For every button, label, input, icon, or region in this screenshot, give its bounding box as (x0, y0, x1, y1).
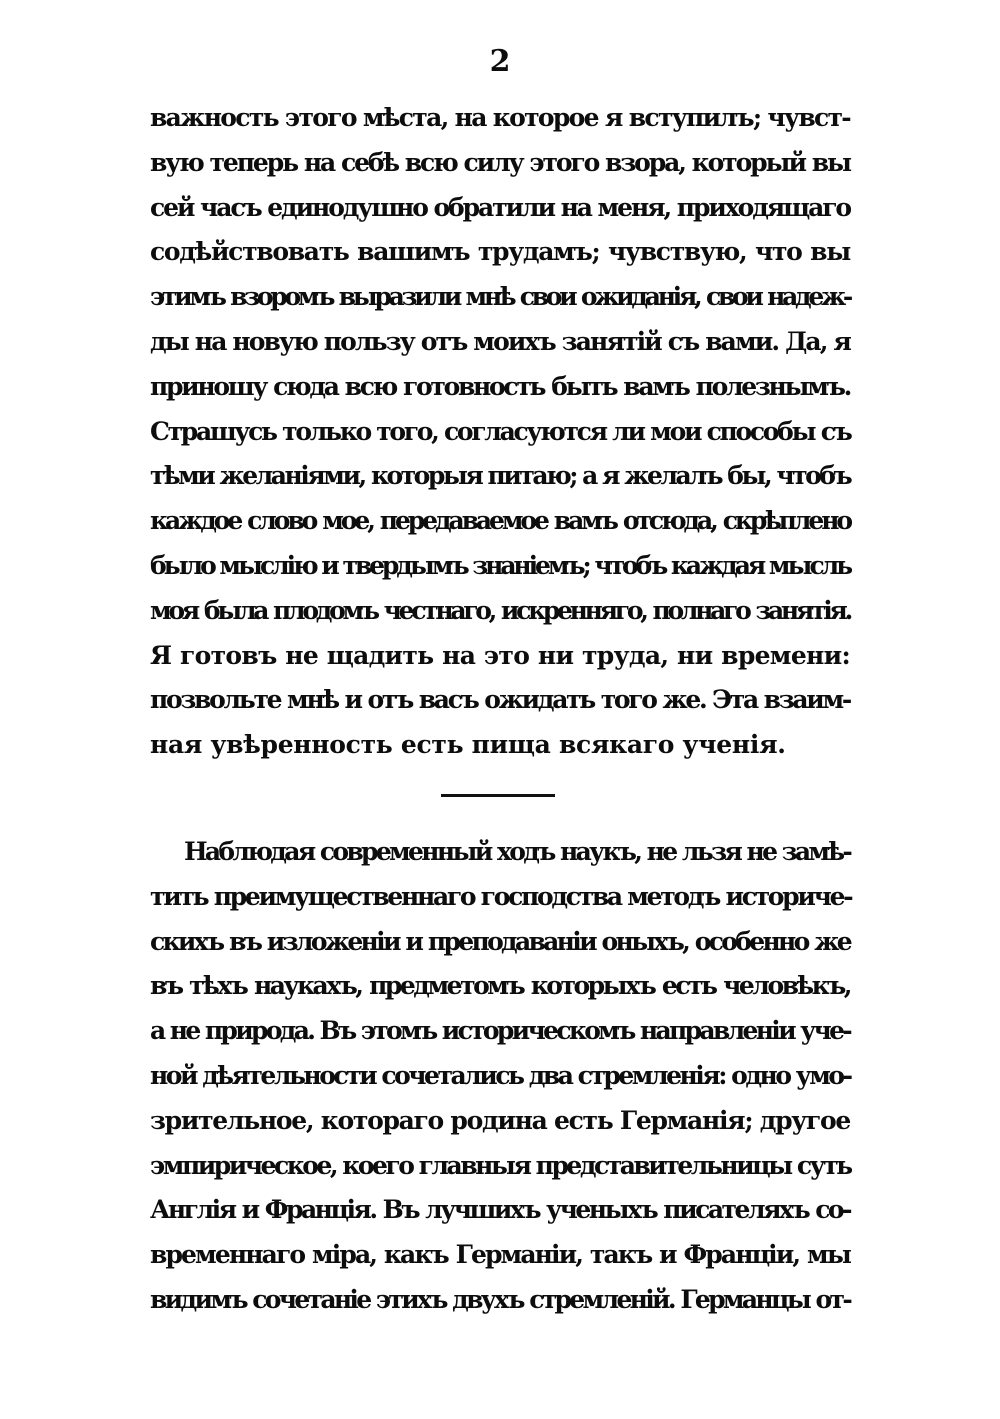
text-line: содѣйствовать вашимъ трудамъ; чувствую, что вы (150, 237, 850, 267)
text-line: вую теперь на себѣ всю силу этого взора, который вы (150, 147, 850, 177)
text-line: видимъ сочетаніе этихъ двухъ стремленій. Германцы от- (150, 1284, 850, 1314)
text-line: тить преимущественнаго господства методъ историче- (150, 881, 852, 911)
paragraph-2 (150, 830, 850, 1323)
text-line: сей часъ единодушно обратили на меня, приходящаго (150, 192, 850, 222)
text-line: ной дѣятельности сочетались два стремленія: одно умо- (150, 1060, 851, 1090)
text-line: въ тѣхъ наукахъ, предметомъ которыхъ есть человѣкъ, (150, 971, 850, 1001)
text-line: приношу сюда всю готовность быть вамъ полезнымъ. (150, 371, 850, 401)
text-line: моя была плодомъ честнаго, искренняго, полнаго занятія. (150, 595, 850, 625)
text-line: зрительное, котораго родина есть Германія; другое (150, 1105, 850, 1135)
text-line: Наблюдая современный ходъ наукъ, не льзя не замѣ- (184, 837, 850, 866)
text-line: ды на новую пользу отъ моихъ занятій съ вами. Да, я (150, 326, 850, 356)
text-line: ная увѣренность есть пища всякаго ученія. (150, 730, 786, 760)
page-number: 2 (489, 44, 511, 79)
text-line: временнаго міра, какъ Германіи, такъ и Франціи, мы (150, 1240, 850, 1270)
paragraph-1 (150, 96, 850, 768)
text-line: а не природа. Въ этомъ историческомъ направленіи уче- (150, 1016, 850, 1046)
text-line: было мыслію и твердымъ знаніемъ; чтобъ каждая мысль (150, 550, 850, 580)
text-line: Англія и Франція. Въ лучшихъ ученыхъ писателяхъ со- (150, 1195, 850, 1225)
text-line: Страшусь только того, согласуются ли мои способы съ (150, 416, 851, 446)
text-line: позвольте мнѣ и отъ васъ ожидать того же. Эта взаим- (150, 685, 850, 715)
text-line: тѣми желаніями, которыя питаю; а я желалъ бы, чтобъ (150, 461, 851, 491)
text-line: скихъ въ изложеніи и преподаваніи оныхъ, особенно же (150, 926, 850, 956)
section-divider (441, 794, 555, 797)
text-line: этимъ взоромъ выразили мнѣ свои ожиданія, свои надеж- (150, 282, 850, 312)
text-line: эмпирическое, коего главныя представительницы суть (150, 1150, 851, 1180)
text-line: каждое слово мое, передаваемое вамъ отсюда, скрѣплено (150, 506, 850, 536)
text-line: Я готовъ не щадить на это ни труда, ни времени: (150, 640, 850, 670)
text-line: важность этого мѣста, на которое я вступилъ; чувст- (150, 103, 850, 132)
